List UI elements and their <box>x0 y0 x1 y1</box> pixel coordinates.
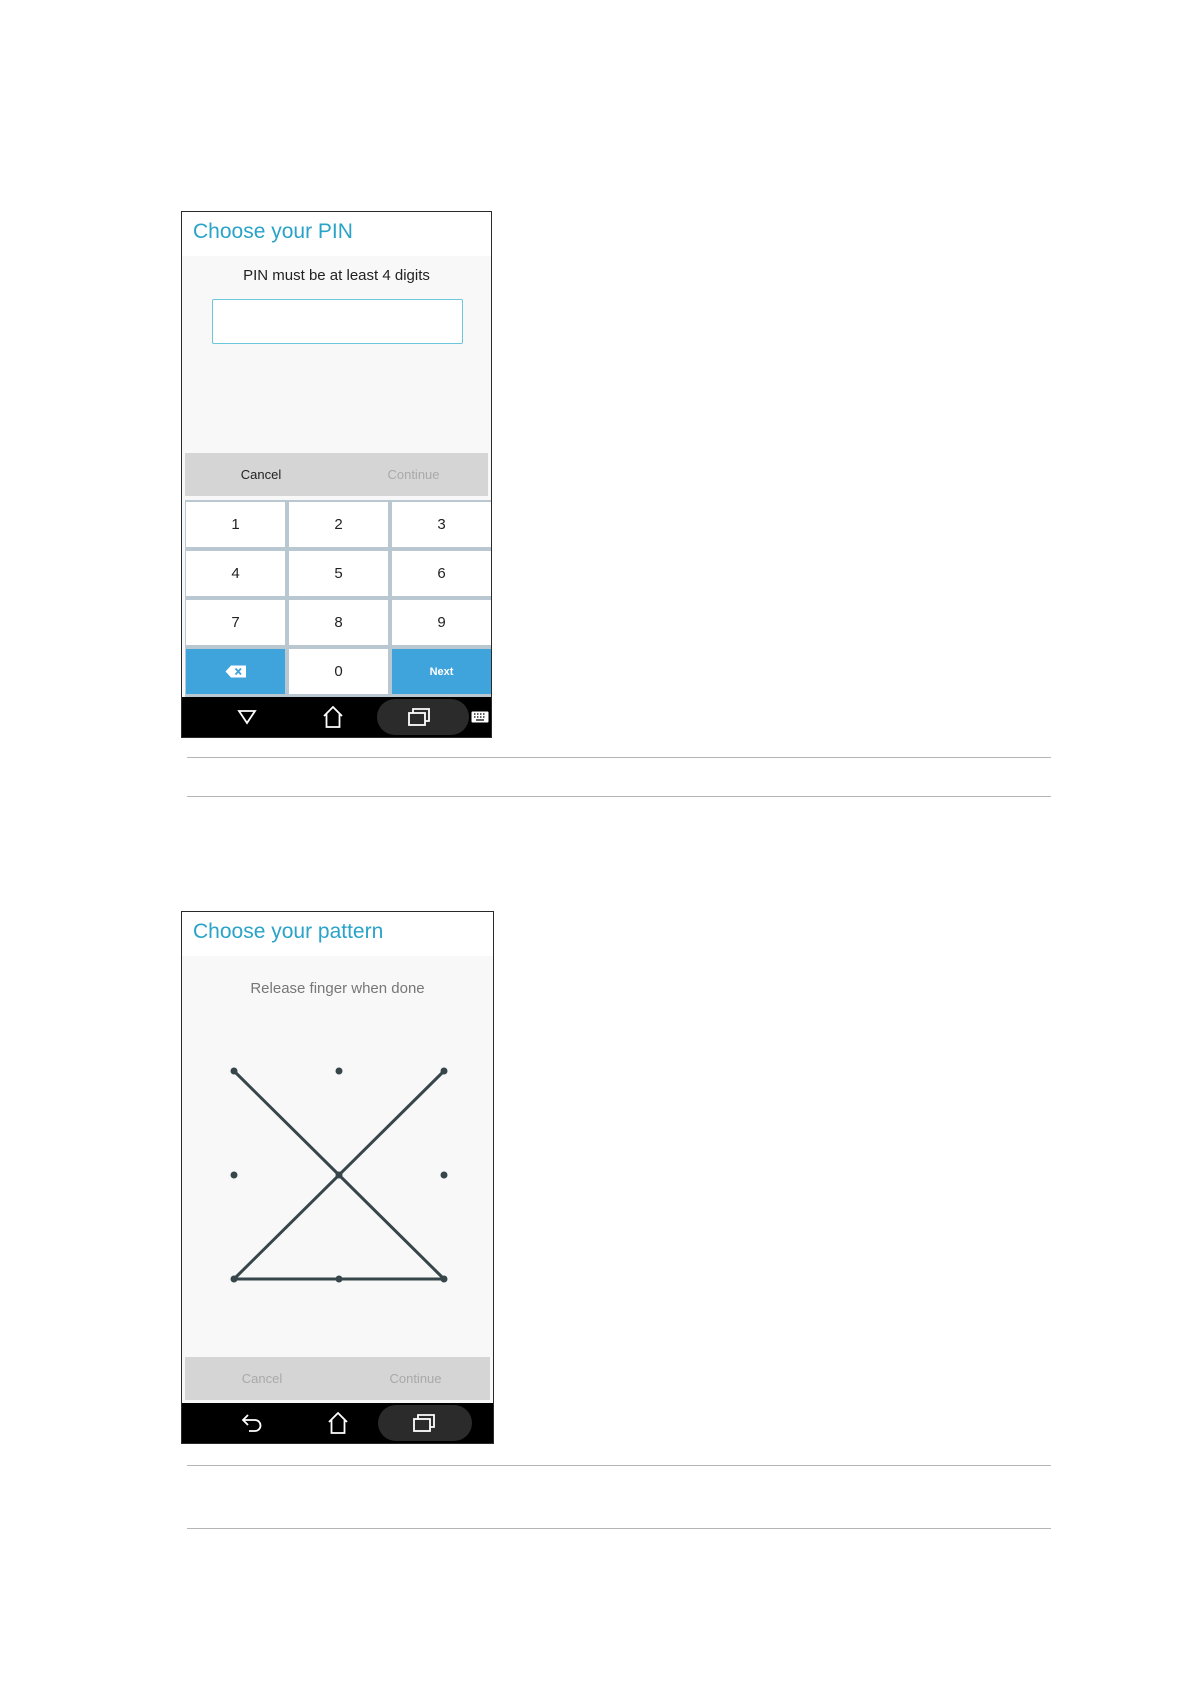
recents-icon <box>412 1413 436 1433</box>
divider-line <box>187 1465 1051 1466</box>
pattern-continue-button[interactable]: Continue <box>389 1371 442 1386</box>
pin-navigation-bar <box>182 697 491 737</box>
pin-instruction: PIN must be at least 4 digits <box>243 267 430 284</box>
pattern-dot-5[interactable] <box>336 1172 343 1179</box>
pattern-home-button[interactable] <box>318 1403 358 1443</box>
backspace-icon <box>225 665 247 678</box>
pattern-cancel-button[interactable]: Cancel <box>241 1371 283 1386</box>
pattern-dot-7[interactable] <box>231 1276 238 1283</box>
pin-home-button[interactable] <box>313 697 353 737</box>
pattern-segment <box>339 1175 444 1279</box>
pin-continue-button[interactable]: Continue <box>387 467 440 482</box>
pattern-navigation-bar <box>182 1403 493 1443</box>
pattern-dot-2[interactable] <box>336 1068 343 1075</box>
hide-keyboard-icon <box>237 709 257 725</box>
key-8[interactable]: 8 <box>289 600 388 645</box>
pin-input[interactable] <box>212 299 463 344</box>
keyboard-icon <box>471 711 489 723</box>
pattern-dot-3[interactable] <box>441 1068 448 1075</box>
key-2[interactable]: 2 <box>289 502 388 547</box>
numeric-keypad <box>185 500 491 698</box>
key-1[interactable]: 1 <box>186 502 285 547</box>
pattern-instruction: Release finger when done <box>250 980 425 997</box>
back-button[interactable] <box>232 1403 272 1443</box>
pin-title: Choose your PIN <box>193 220 353 243</box>
key-9[interactable]: 9 <box>392 600 491 645</box>
pattern-dot-4[interactable] <box>231 1172 238 1179</box>
home-icon <box>326 1411 350 1435</box>
pattern-dot-9[interactable] <box>441 1276 448 1283</box>
backspace-key[interactable] <box>186 649 285 694</box>
pattern-segment <box>234 1071 339 1175</box>
divider-line <box>187 796 1051 797</box>
home-icon <box>321 705 345 729</box>
pin-button-bar <box>185 453 488 496</box>
key-6[interactable]: 6 <box>392 551 491 596</box>
pattern-dot-8[interactable] <box>336 1276 343 1283</box>
pattern-recents-button[interactable] <box>404 1403 444 1443</box>
divider-line <box>187 757 1051 758</box>
pin-screen <box>181 211 492 738</box>
next-key[interactable]: Next <box>392 649 491 694</box>
pin-recents-button[interactable] <box>399 697 439 737</box>
recents-icon <box>407 707 431 727</box>
pin-cancel-button[interactable]: Cancel <box>240 467 282 482</box>
pattern-button-bar <box>185 1357 490 1400</box>
key-0[interactable]: 0 <box>289 649 388 694</box>
key-5[interactable]: 5 <box>289 551 388 596</box>
key-3[interactable]: 3 <box>392 502 491 547</box>
back-icon <box>240 1412 264 1434</box>
key-7[interactable]: 7 <box>186 600 285 645</box>
pattern-title: Choose your pattern <box>193 920 384 943</box>
pattern-dot-6[interactable] <box>441 1172 448 1179</box>
pattern-dot-1[interactable] <box>231 1068 238 1075</box>
pattern-grid[interactable] <box>182 912 494 1402</box>
pattern-screen <box>181 911 494 1444</box>
divider-line <box>187 1528 1051 1529</box>
hide-keyboard-button[interactable] <box>227 697 267 737</box>
keyboard-switch-button[interactable] <box>467 697 492 737</box>
pin-title-bar <box>182 212 491 256</box>
key-4[interactable]: 4 <box>186 551 285 596</box>
